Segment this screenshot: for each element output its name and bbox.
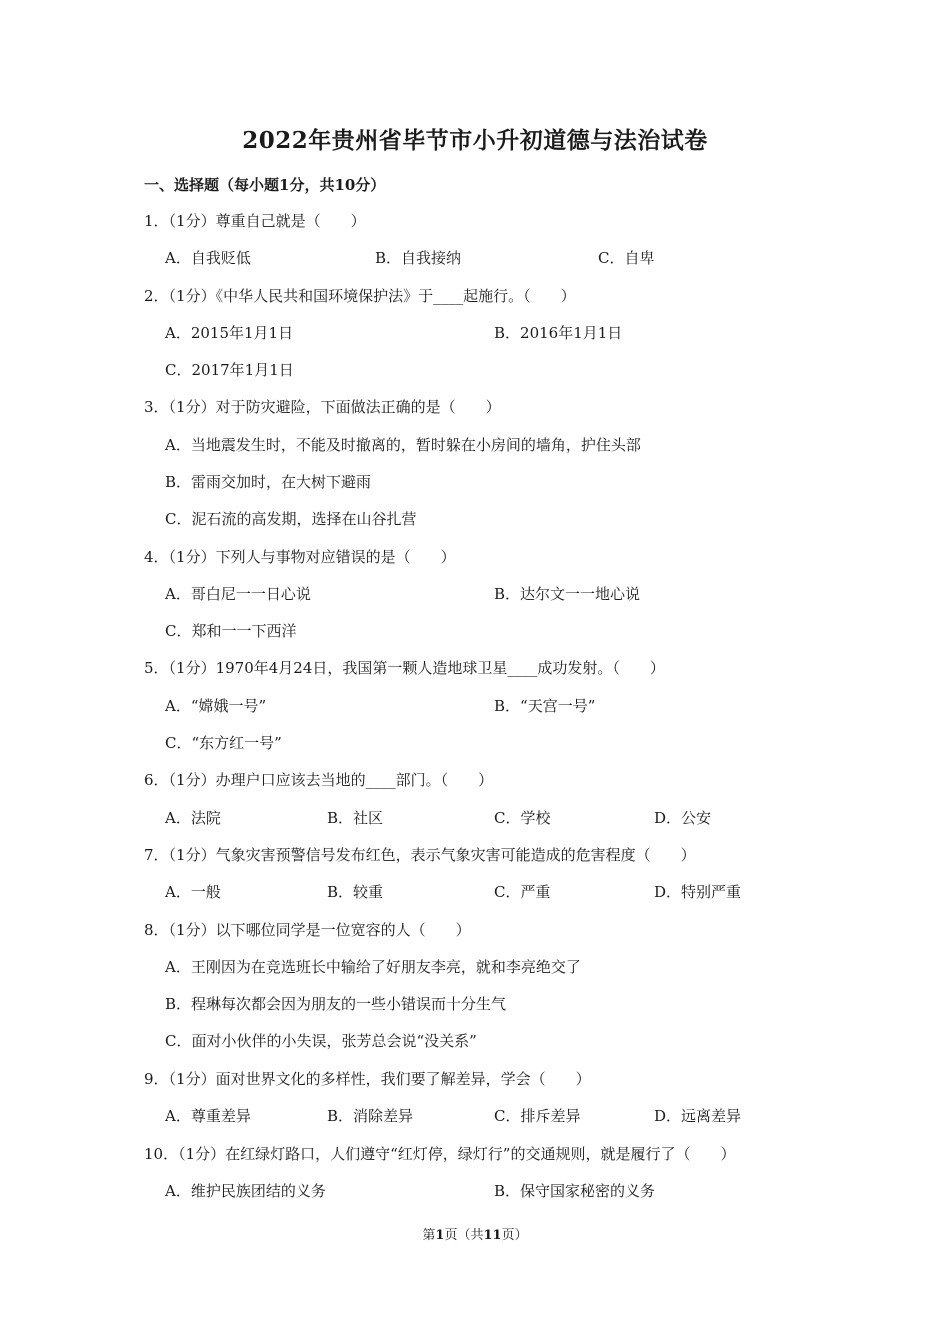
q2-option-b: B．2016年1月1日 (494, 324, 623, 342)
q6-option-d: D．公安 (654, 809, 712, 827)
q1-option-a: A．自我贬低 (165, 249, 251, 267)
q4-option-a: A．哥白尼一一日心说 (165, 585, 311, 603)
q10-option-a: A．维护民族团结的义务 (165, 1182, 326, 1200)
footer-suffix: 页） (501, 1228, 528, 1243)
q4-option-b: B．达尔文一一地心说 (494, 585, 641, 603)
q3-option-c: C．泥石流的高发期，选择在山谷扎营 (165, 510, 417, 528)
q7-option-a: A．一般 (165, 883, 221, 901)
question-7: 7．（1分）气象灾害预警信号发布红色，表示气象灾害可能造成的危害程度（ ） (144, 846, 696, 864)
question-9: 9．（1分）面对世界文化的多样性，我们要了解差异，学会（ ） (144, 1070, 591, 1088)
q6-option-a: A．法院 (165, 809, 221, 827)
page-title: 2022年贵州省毕节市小升初道德与法治试卷 (242, 127, 708, 154)
q3-option-a: A．当地震发生时，不能及时撤离的，暂时躲在小房间的墙角，护住头部 (165, 436, 641, 454)
q4-option-c: C．郑和一一下西洋 (165, 622, 297, 640)
q1-option-c: C．自卑 (598, 249, 655, 267)
q9-option-a: A．尊重差异 (165, 1107, 251, 1125)
q8-option-c: C．面对小伙伴的小失误，张芳总会说“没关系” (165, 1032, 477, 1050)
q6-option-b: B．社区 (327, 809, 384, 827)
q5-option-c: C．“东方红一号” (165, 734, 282, 752)
q2-option-c: C．2017年1月1日 (165, 361, 294, 379)
q9-option-b: B．消除差异 (327, 1107, 414, 1125)
question-5: 5．（1分）1970年4月24日，我国第一颗人造地球卫星____成功发射。（ ） (144, 659, 665, 677)
q8-option-b: B．程琳每次都会因为朋友的一些小错误而十分生气 (165, 995, 507, 1013)
q7-option-d: D．特别严重 (654, 883, 742, 901)
footer-total-pages: 11 (483, 1228, 502, 1243)
q9-option-c: C．排斥差异 (494, 1107, 581, 1125)
question-8: 8．（1分）以下哪位同学是一位宽容的人（ ） (144, 921, 471, 939)
q5-option-b: B．“天宫一号” (494, 697, 596, 715)
q7-option-b: B．较重 (327, 883, 384, 901)
q1-option-b: B．自我接纳 (375, 249, 462, 267)
page-footer (0, 1225, 950, 1247)
footer-page-number: 1 (435, 1228, 445, 1243)
question-4: 4．（1分）下列人与事物对应错误的是（ ） (144, 548, 456, 566)
question-10: 10．（1分）在红绿灯路口，人们遵守“红灯停，绿灯行”的交通规则，就是履行了（ ） (144, 1145, 736, 1163)
section-heading: 一、选择题（每小题1分，共10分） (144, 176, 386, 194)
question-2: 2．（1分）《中华人民共和国环境保护法》于____起施行。（ ） (144, 287, 576, 305)
question-6: 6．（1分）办理户口应该去当地的____部门。（ ） (144, 771, 494, 789)
q6-option-c: C．学校 (494, 809, 551, 827)
q5-option-a: A．“嫦娥一号” (165, 697, 267, 715)
q3-option-b: B．雷雨交加时，在大树下避雨 (165, 473, 372, 491)
question-3: 3．（1分）对于防灾避险，下面做法正确的是（ ） (144, 398, 501, 416)
q7-option-c: C．严重 (494, 883, 551, 901)
q10-option-b: B．保守国家秘密的义务 (494, 1182, 656, 1200)
q8-option-a: A．王刚因为在竞选班长中输给了好朋友李亮，就和李亮绝交了 (165, 958, 581, 976)
question-1: 1．（1分）尊重自己就是（ ） (144, 212, 366, 230)
q2-option-a: A．2015年1月1日 (165, 324, 294, 342)
q9-option-d: D．远离差异 (654, 1107, 742, 1125)
footer-prefix: 第 (422, 1228, 436, 1243)
footer-mid: 页（共 (444, 1228, 484, 1243)
